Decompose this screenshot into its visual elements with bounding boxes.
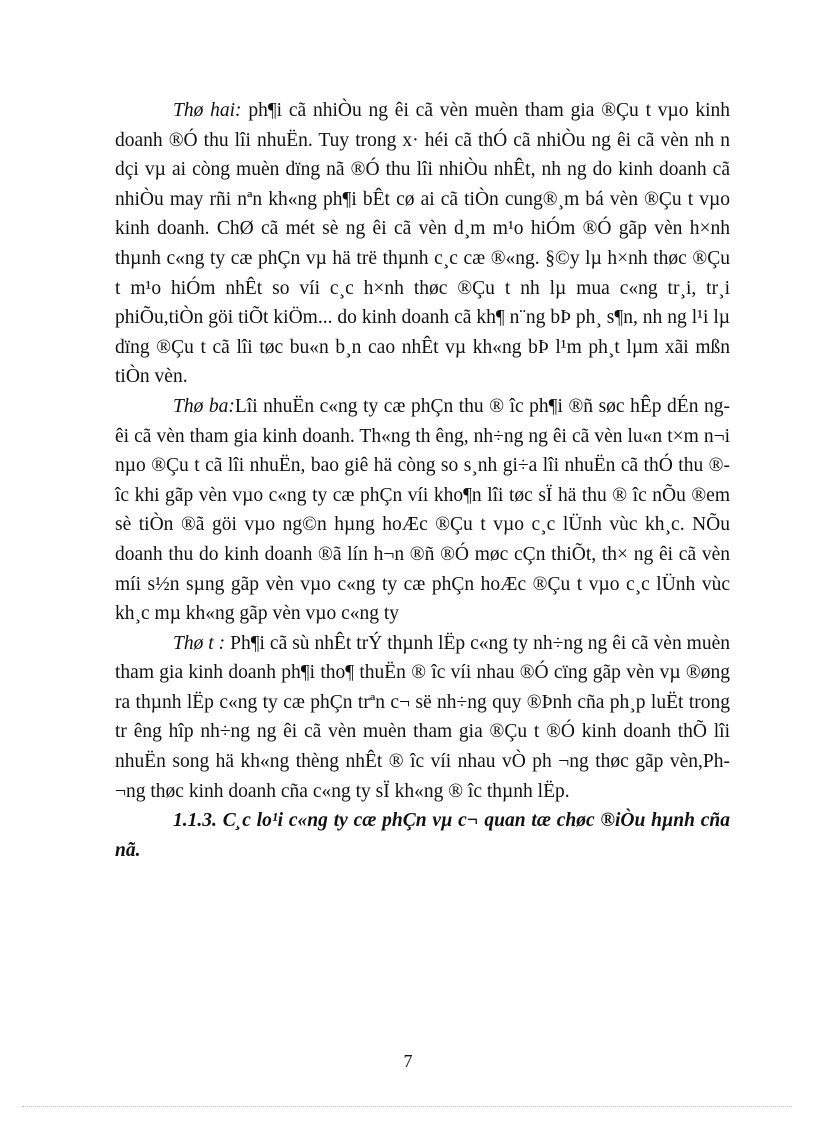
page-number: 7 xyxy=(403,1051,413,1071)
paragraph-lead: Thø t : xyxy=(173,632,226,654)
section-heading: 1.1.3. C¸c lo¹i c«ng ty cæ phÇn vµ c¬ quan tæ chøc ®iÒu hµnh cña nã. xyxy=(115,810,730,861)
paragraph-text: ph¶i cã nhiÒu ng êi cã vèn muèn tham gia ®Çu t vµo kinh doanh ®Ó thu lîi nhuËn. Tuy trong x· héi cã thÓ cã nhiÒu ng êi cã vèn nh n dçi vµ ai còng muèn dïng nã ®Ó thu lîi nhiÒu nhÊt, nh ng do kinh doanh cã nhiÒu may rñi nªn kh«ng ph¶i bÊt cø ai cã tiÒn cung®¸m bá vèn ®Çu t vµo kinh doanh. ChØ cã mét sè ng êi cã vèn d¸m m¹o hiÓm ®Ó gãp vèn h×nh thµnh c«ng ty cæ phÇn vµ hä trë thµnh c¸c cæ ®«ng. §©y lµ h×nh thøc ®Çu t m¹o hiÓm nhÊt so víi c¸c h×nh thøc ®Çu t nh lµ mua c«ng tr¸i, tr¸i phiÕu,tiÒn göi tiÕt kiÖm... do kinh doanh cã kh¶ n¨ng bÞ ph¸ s¶n, nh ng l¹i lµ dïng ®Çu t cã lîi tøc bu«n b¸n cao nhÊt vµ kh«ng bÞ l¹m ph¸t lµm xãi mßn tiÒn vèn. xyxy=(115,100,730,388)
paragraph-thu-ba xyxy=(115,392,730,629)
paragraph-thu-hai xyxy=(115,96,730,392)
paragraph-lead: Thø hai: xyxy=(173,100,242,121)
paragraph-text: Lîi nhuËn c«ng ty cæ phÇn thu ® îc ph¶i ®ñ søc hÊp dÉn ng êi cã vèn tham gia kinh doanh. Th«ng th êng, nh÷ng ng êi cã vèn lu«n t×m n¬i nµo ®Çu t cã lîi nhuËn, bao giê hä còng so s¸nh gi÷a lîi nhuËn cã thÓ thu ® îc khi gãp vèn vµo c«ng ty cæ phÇn víi kho¶n lîi tøc sÏ hä thu ® îc nÕu ®em sè tiÒn ®ã göi vµo ng©n hµng hoÆc ®Çu t vµo c¸c lÜnh vùc kh¸c. NÕu doanh thu do kinh doanh ®ã lín h¬n ®ñ ®Ó møc cÇn thiÕt, th× ng êi cã vèn míi s½n sµng gãp vèn vµo c«ng ty cæ phÇn hoÆc ®Çu t vµo c¸c lÜnh vùc kh¸c mµ kh«ng gãp vèn vµo c«ng ty xyxy=(115,395,731,625)
page-body xyxy=(115,96,730,865)
paragraph-text: Ph¶i cã sù nhÊt trÝ thµnh lËp c«ng ty nh÷ng ng êi cã vèn muèn tham gia kinh doanh ph¶i tho¶ thuËn ® îc víi nhau ®Ó cïng gãp vèn vµ ®øng ra thµnh lËp c«ng ty cæ phÇn trªn c¬ së nh÷ng quy ®Þnh cña ph¸p luËt trong tr êng hîp nh÷ng ng êi cã vèn muèn tham gia ®Çu t ®Ó kinh doanh thÕ lîi nhuËn song hä kh«ng thèng nhÊt ® îc víi nhau vÒ ph ¬ng thøc gãp vèn,Ph ¬ng thøc kinh doanh cña c«ng ty sÏ kh«ng ® îc thµnh lËp. xyxy=(115,632,730,802)
footer-divider xyxy=(22,1106,792,1107)
paragraph-lead: Thø ba: xyxy=(173,395,235,417)
paragraph-thu-tu xyxy=(115,629,730,807)
